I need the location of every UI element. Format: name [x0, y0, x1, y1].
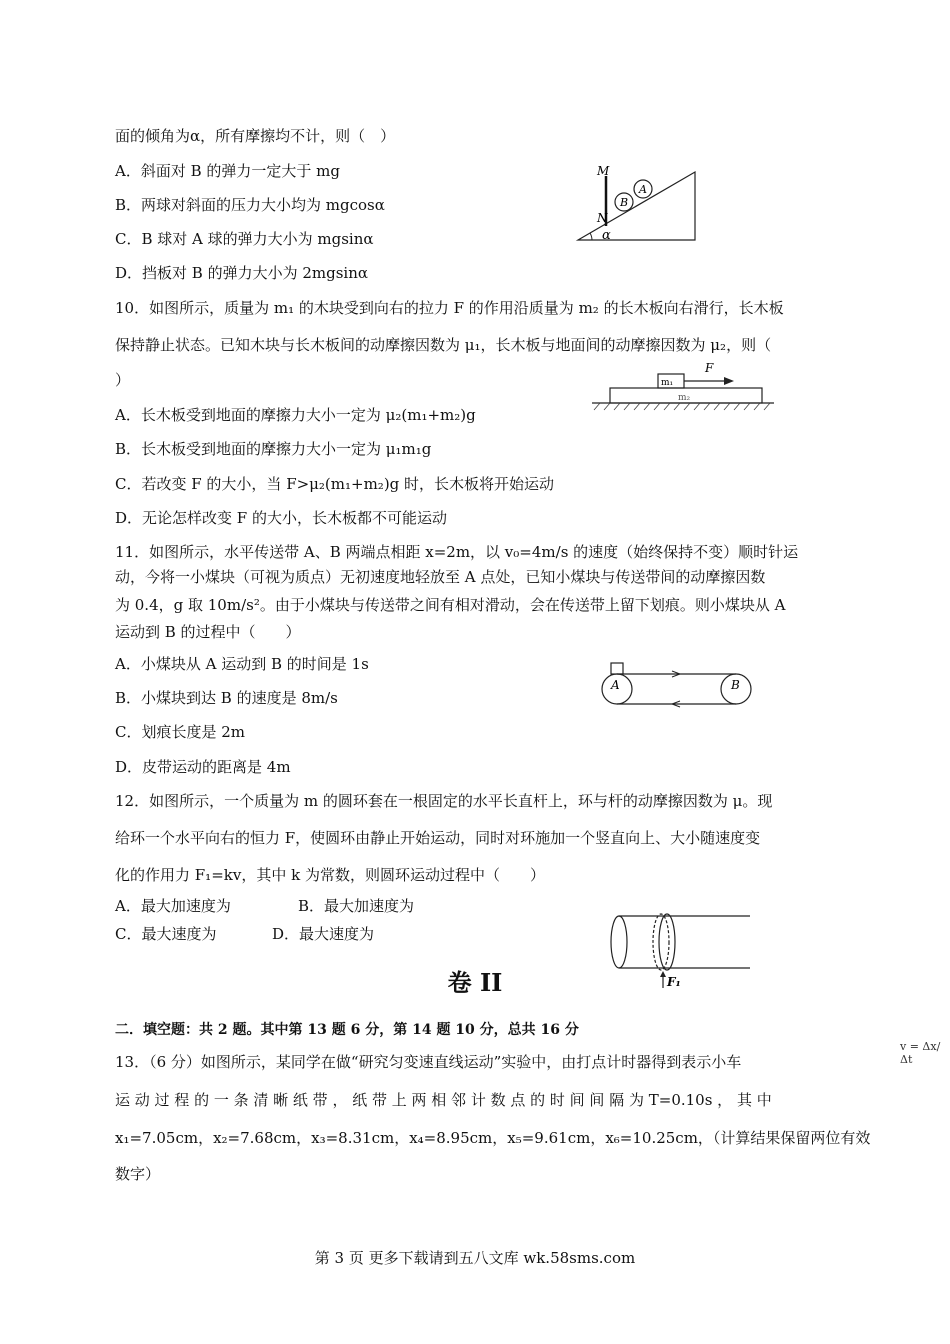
page-footer: 第 3 页 更多下载请到五八文库 wk.58sms.com — [314, 1249, 636, 1267]
q9-label-m: M — [597, 164, 610, 178]
q12-option-d: D．最大速度为 — [272, 925, 375, 943]
q11-stem-line1: 11．如图所示，水平传送带 A、B 两端点相距 x=2m，以 v₀=4m/s 的速度（始终保持不变）顺时针运 — [115, 543, 799, 561]
q9-stem: 面的倾角为α，所有摩擦均不计，则（ ） — [115, 127, 396, 145]
q9-label-n: N — [597, 211, 608, 225]
q11-option-b: B．小煤块到达 B 的速度是 8m/s — [115, 689, 338, 707]
q13-stem-line3: x₁=7.05cm，x₂=7.68cm，x₃=8.31cm，x₄=8.95cm，x₅=9.61cm，x₆=10.25cm，（计算结果保留两位有效 — [115, 1129, 871, 1147]
q10-option-d: D．无论怎样改变 F 的大小，长木板都不可能运动 — [115, 509, 447, 527]
section2-heading: 二．填空题：共 2 题。其中第 13 题 6 分，第 14 题 10 分，总共 16 分 — [115, 1022, 579, 1038]
q12-stem-line3: 化的作用力 F₁=kv，其中 k 为常数，则圆环运动过程中（ ） — [115, 866, 545, 884]
q9-option-b: B．两球对斜面的压力大小均为 mgcosα — [115, 196, 385, 214]
q10-option-c: C．若改变 F 的大小，当 F>μ₂(m₁+m₂)g 时，长木板将开始运动 — [115, 475, 555, 493]
q13-stem-line2: 运 动 过 程 的 一 条 清 晰 纸 带 ， 纸 带 上 两 相 邻 计 数 点 的 时 间 间 隔 为 T=0.10s ， 其 中 — [115, 1091, 772, 1109]
q9-option-a: A．斜面对 B 的弹力一定大于 mg — [115, 162, 340, 180]
q12-stem-line1: 12．如图所示，一个质量为 m 的圆环套在一根固定的水平长直杆上，环与杆的动摩擦因数为 μ。现 — [115, 792, 773, 810]
q10-stem-line3: ） — [115, 371, 131, 389]
q13-stem-line1: 13．（6 分）如图所示，某同学在做“研究匀变速直线运动”实验中，由打点计时器得到表示小车 — [115, 1053, 742, 1071]
q9-label-alpha: α — [602, 228, 611, 243]
q9-option-c: C．B 球对 A 球的弹力大小为 mgsinα — [115, 230, 374, 248]
q11-label-b: B — [731, 678, 740, 692]
q12-option-a: A．最大加速度为 — [115, 897, 231, 915]
q9-label-a: A — [639, 183, 647, 196]
q10-option-b: B．长木板受到地面的摩擦力大小一定为 μ₁m₁g — [115, 440, 432, 458]
q11-stem-line3: 为 0.4，g 取 10m/s²。由于小煤块与传送带之间有相对滑动，会在传送带上留下划痕。则小煤块从 A — [115, 596, 786, 614]
q11-stem-line2: 动，今将一小煤块（可视为质点）无初速度地轻放至 A 点处，已知小煤块与传送带间的动摩擦因数 — [115, 568, 766, 586]
q11-option-a: A．小煤块从 A 运动到 B 的时间是 1s — [115, 655, 369, 673]
q12-option-b: B．最大加速度为 — [298, 897, 415, 915]
q10-option-a: A．长木板受到地面的摩擦力大小一定为 μ₂(m₁+m₂)g — [115, 406, 476, 424]
q11-conveyor-figure — [596, 658, 758, 710]
q11-label-a: A — [611, 678, 620, 692]
q10-label-f: F — [705, 361, 714, 375]
q11-option-c: C．划痕长度是 2m — [115, 723, 246, 741]
q11-option-d: D．皮带运动的距离是 4m — [115, 758, 291, 776]
q13-stem-line4: 数字） — [115, 1165, 161, 1183]
margin-formula: v = Δx/Δt — [900, 1040, 941, 1066]
part-title: 卷 II — [447, 968, 503, 997]
q9-label-b: B — [620, 196, 629, 209]
q12-stem-line2: 给环一个水平向右的恒力 F，使圆环由静止开始运动，同时对环施加一个竖直向上、大小随速度变 — [115, 829, 761, 847]
q10-stem-line1: 10．如图所示，质量为 m₁ 的木块受到向右的拉力 F 的作用沿质量为 m₂ 的长木板向右滑行，长木板 — [115, 299, 784, 317]
q10-label-m1: m₁ — [661, 378, 674, 388]
q9-option-d: D．挡板对 B 的弹力大小为 2mgsinα — [115, 264, 369, 282]
q12-option-c: C．最大速度为 — [115, 925, 217, 943]
q12-label-f1: F₁ — [667, 975, 681, 989]
q10-label-m2: m₂ — [678, 393, 691, 403]
q10-board-figure — [588, 360, 778, 416]
q9-incline-figure — [570, 160, 705, 245]
q10-stem-line2: 保持静止状态。已知木块与长木板间的动摩擦因数为 μ₁，长木板与地面间的动摩擦因数为 μ₂，则（ — [115, 336, 772, 354]
q11-stem-line4: 运动到 B 的过程中（ ） — [115, 623, 301, 641]
